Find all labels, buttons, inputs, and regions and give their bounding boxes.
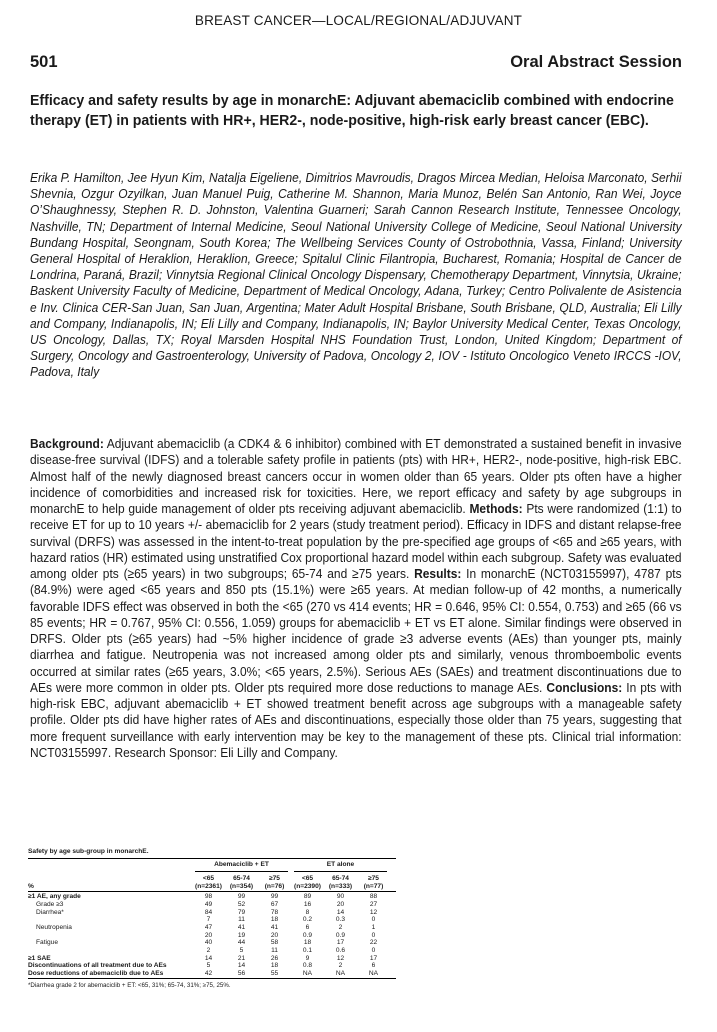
- methods-text: Pts were randomized (1:1) to receive ET for up to 10 years +/- abemaciclib for 2 years (study treatment period). Efficacy in IDFS and distant relapse-free survival (DRFS) was assessed in the intent-to-treat population by the pre-specified age groups of <65 and ≥65 years, with hazard ratios (HR) estimated using unstratified Cox proportional hazard model within each subgroup. Safety was evaluated among older pts (≥65 years) in two subgroups; 65-74 and ≥75 years.: [30, 501, 682, 581]
- table-cell: 22: [369, 939, 378, 947]
- table-cell: 20: [336, 900, 345, 908]
- table-cell: 2: [338, 923, 343, 931]
- table-cell: 21: [237, 954, 246, 962]
- table-cell: 52: [237, 900, 246, 908]
- table-row: [28, 924, 396, 932]
- table-cell: 11: [271, 947, 278, 954]
- table-cell: 47: [204, 923, 213, 931]
- table-cell: 17: [336, 939, 345, 947]
- table-row: [28, 955, 396, 963]
- table-cell: 12: [369, 908, 378, 916]
- safety-table: [28, 848, 396, 989]
- table-cell: 12: [336, 954, 345, 962]
- table-cell: 58: [270, 939, 279, 947]
- row-label: Discontinuations of all treatment due to AEs: [28, 962, 167, 970]
- results-text: In monarchE (NCT03155997), 4787 pts (84.9%) were aged <65 years and 850 pts (15.1%) were ≥65 years. At median follow-up of 42 months, a numerically favorable IDFS effect was observed in both the <65 (270 vs 414 events; HR = 0.646, 95% CI: 0.554, 0.753) and ≥65 (66 vs 85 events; HR = 0.767, 95% CI: 0.556, 1.059) groups for abemaciclib + ET vs ET alone. Similar findings were observed in DRFS. Older pts (≥65 years) had ~5% higher incidence of grade ≥3 adverse events (AEs) than younger pts, mainly diarrhea and fatigue. Neutropenia was not increased among older pts and similarly, venous thromboembolic events occurred at similar rates (≥65 years, 3.0%; <65 years, 2.5%). Serious AEs (SAEs) and treatment discontinuations due to AEs were more common in older pts. Older pts required more dose reductions to manage AEs.: [30, 566, 682, 695]
- table-cell: 84: [204, 908, 213, 916]
- row-label: ≥1 SAE: [28, 954, 51, 962]
- table-cell: 1: [371, 923, 376, 931]
- table-cell: 18: [303, 939, 312, 947]
- table-cell: 7: [206, 916, 211, 924]
- running-head: BREAST CANCER—LOCAL/REGIONAL/ADJUVANT: [194, 13, 523, 28]
- results-label: Results:: [414, 566, 462, 581]
- group-header-abemaciclib: Abemaciclib + ET: [195, 861, 288, 872]
- row-label: ≥1 AE, any grade: [28, 893, 81, 901]
- table-cell: 14: [237, 962, 246, 970]
- table-cell: 9: [305, 954, 310, 962]
- percent-label: %: [28, 882, 34, 890]
- abstract-number: 501: [30, 53, 58, 71]
- table-caption: Safety by age sub-group in monarchE.: [28, 848, 149, 855]
- row-label: [28, 947, 192, 955]
- table-cell: 90: [336, 893, 345, 901]
- table-row: [28, 893, 396, 901]
- table-cell: 44: [237, 939, 246, 947]
- table-cell: 0.3: [335, 916, 346, 924]
- table-cell: 99: [270, 893, 279, 901]
- table-cell: 55: [270, 970, 279, 978]
- session-label: Oral Abstract Session: [510, 53, 682, 71]
- table-cell: 67: [270, 900, 279, 908]
- table-cell: 0.1: [302, 947, 313, 954]
- table-cell: 27: [369, 900, 378, 908]
- table-cell: 19: [237, 931, 246, 939]
- table-row: [28, 962, 396, 970]
- table-cell: 41: [270, 923, 279, 931]
- column-header: <65 (n=2361): [195, 875, 222, 890]
- table-cell: 40: [204, 939, 213, 947]
- table-cell: 18: [270, 962, 279, 970]
- methods-label: Methods:: [469, 501, 523, 516]
- table-row: [28, 939, 396, 947]
- table-cell: 0.9: [302, 931, 313, 939]
- table-cell: 98: [204, 893, 213, 901]
- table-cell: 26: [270, 954, 279, 962]
- column-header: 65-74 (n=354): [229, 875, 254, 890]
- table-footnote: *Diarrhea grade 2 for abemaciclib + ET: <65, 31%; 65-74, 31%; ≥75, 25%.: [28, 981, 231, 989]
- table-cell: 88: [369, 893, 378, 901]
- table-cell: 99: [237, 893, 246, 901]
- author-affiliations: Erika P. Hamilton, Jee Hyun Kim, Natalja Eigeliene, Dimitrios Mavroudis, Dragos Mircea Median, Heloisa Marconato, Serhii Shevnia, Ozgur Ozyilkan, Juan Manuel Puig, Catherine M. Shannon, Maria Munoz, Belén San Antonio, Ran Wei, Joyce O’Shaughnessy, Stephen R. D. Johnston, Valentina Guarneri; Sarah Cannon Research Institute, Tennessee Oncology, Nashville, TN; Department of Internal Medicine, Seoul National University College of Medicine, Seoul National University Bundang Hospital, Seongnam, South Korea; The Wellbeing Services County of Ostrobothnia, Vassa, Finland; University General Hospital of Heraklion, Heraklion, Greece; Spitalul Clinic Filantropia, Bucharest, Romania; Hospital de Cancer de Londrina, Paraná, Brazil; Vinnytsia Regional Clinical Oncology Dispensary, Chemotherapy Department, Vinnytsia, Ukraine; Baskent University Faculty of Medicine, Department of Medical Oncology, Adana, Turkey; Centro Polivalente de Asistencia e Inv. Clinica CER-San Juan, San Juan, Argentina; Mater Adult Hospital Brisbane, South Brisbane, QLD, Australia; Eli Lilly and Company, Indianapolis, IN; Eli Lilly and Company, Indianapolis, IN; Baylor University Medical Center, Texas Oncology, US Oncology, Dallas, TX; Royal Marsden Hospital NHS Foundation Trust, London, United Kingdom; Department of Surgery, Oncology and Gastroenterology, University of Padova, Oncology 2, IOV - Istituto Oncologico Veneto IRCCS -IOV, Padova, Italy: [30, 170, 682, 380]
- table-cell: 18: [270, 916, 279, 924]
- table-cell: 14: [204, 954, 213, 962]
- abstract-body: [30, 436, 682, 761]
- table-cell: NA: [335, 970, 346, 978]
- table-cell: 89: [303, 893, 312, 901]
- row-label: Fatigue: [36, 939, 58, 947]
- table-column-header: [28, 872, 396, 891]
- background-label: Background:: [30, 436, 104, 451]
- table-cell: 20: [270, 931, 279, 939]
- abstract-header: [30, 53, 682, 73]
- table-cell: 0: [371, 931, 376, 939]
- table-cell: 78: [270, 908, 279, 916]
- table-row: [28, 909, 396, 917]
- row-label: Grade ≥3: [36, 900, 64, 908]
- column-header: <65 (n=2390): [294, 875, 321, 890]
- table-cell: 6: [305, 923, 310, 931]
- table-cell: 11: [238, 916, 245, 924]
- table-group-header: [28, 859, 396, 872]
- table-body: [28, 892, 396, 978]
- table-cell: 2: [338, 962, 343, 970]
- table-cell: 56: [237, 970, 246, 978]
- table-row: [28, 916, 396, 924]
- table-cell: 0: [371, 947, 376, 954]
- table-row: [28, 932, 396, 940]
- table-cell: 5: [239, 947, 244, 954]
- table-cell: 0.8: [302, 962, 313, 970]
- table-cell: 49: [204, 900, 213, 908]
- column-header: ≥75 (n=76): [264, 875, 285, 890]
- table-cell: 0.6: [335, 947, 346, 954]
- table-cell: 20: [204, 931, 213, 939]
- table-cell: 0: [371, 916, 376, 924]
- abstract-title: Efficacy and safety results by age in monarchE: Adjuvant abemaciclib combined with endocrine therapy (ET) in patients with HR+, HER2-, node-positive, high-risk early breast cancer (EBC).: [30, 92, 674, 129]
- row-label: [28, 932, 192, 940]
- table-cell: 8: [305, 908, 310, 916]
- table-bottom-rule: [28, 978, 396, 979]
- table-cell: 14: [336, 908, 345, 916]
- conclusions-text: In pts with high-risk EBC, adjuvant abemaciclib + ET showed treatment benefit across age subgroups with a manageable safety profile. Older pts did have higher rates of AEs and discontinuations, especially those older than 75 years, suggesting that more frequent surveillance with early intervention may be key to the management of these pts. Clinical trial information: NCT03155997. Research Sponsor: Eli Lilly and Company.: [30, 679, 682, 760]
- table-cell: NA: [368, 970, 379, 978]
- table-cell: 79: [237, 908, 246, 916]
- table-cell: 0.9: [335, 931, 346, 939]
- row-label: Diarrhea*: [36, 908, 64, 916]
- table-cell: NA: [302, 970, 313, 978]
- table-cell: 2: [206, 947, 211, 954]
- background-text: Adjuvant abemaciclib (a CDK4 & 6 inhibitor) combined with ET demonstrated a sustained benefit in invasive disease-free survival (IDFS) and a tolerable safety profile in patients (pts) with HR+, HER2-, node-positive, high-risk EBC. Almost half of the newly diagnosed breast cancers occur in women older than 65 years. Older pts often have a higher incidence of comorbidities and increased risk for toxicities. Here, we report efficacy and safety by age subgroups in monarchE to help guide management of older pts receiving adjuvant abemaciclib.: [30, 436, 682, 516]
- table-row: [28, 970, 396, 978]
- row-label: [28, 916, 192, 924]
- column-header: ≥75 (n=77): [363, 875, 384, 890]
- table-row: [28, 947, 396, 955]
- row-label: Dose reductions of abemaciclib due to AEs: [28, 970, 164, 978]
- table-cell: 16: [303, 900, 312, 908]
- table-cell: 6: [371, 962, 376, 970]
- table-cell: 42: [204, 970, 213, 978]
- table-cell: 41: [237, 923, 246, 931]
- table-cell: 0.2: [302, 916, 313, 924]
- conclusions-label: Conclusions:: [546, 679, 623, 695]
- table-row: [28, 901, 396, 909]
- group-header-et-alone: ET alone: [294, 861, 387, 872]
- row-label: Neutropenia: [36, 923, 72, 931]
- table-cell: 17: [369, 954, 378, 962]
- column-header: 65-74 (n=333): [328, 875, 353, 890]
- table-cell: 5: [206, 962, 211, 970]
